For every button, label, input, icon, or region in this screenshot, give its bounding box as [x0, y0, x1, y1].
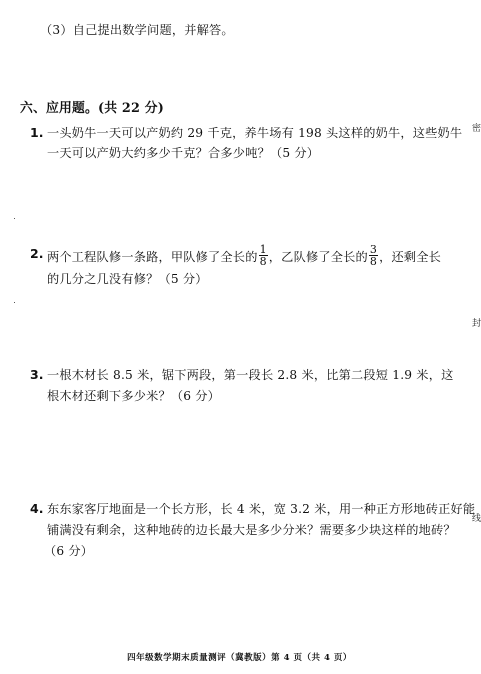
- question-2-line-1: [47, 243, 442, 269]
- question-3-number: 3.: [30, 367, 44, 382]
- margin-mark-seal: 密: [472, 124, 481, 134]
- question-2-line-2: 的几分之几没有修？（5 分）: [47, 272, 208, 286]
- scan-speck: [14, 302, 15, 303]
- question-2-number: 2.: [30, 246, 44, 261]
- margin-mark-seal-2: 封: [472, 319, 481, 329]
- question-2-text-a: 两个工程队修一条路，甲队修了全长的: [47, 250, 258, 264]
- question-4-line-1: 东东家客厅地面是一个长方形，长 4 米，宽 3.2 米，用一种正方形地砖正好能: [47, 502, 476, 516]
- question-4-number: 4.: [30, 501, 44, 516]
- fraction-one-eighth: [259, 244, 268, 267]
- margin-mark-line: 线: [472, 514, 481, 524]
- fraction-three-eighths: [369, 244, 378, 267]
- fraction-2-denominator: 8: [369, 255, 378, 268]
- fraction-1-denominator: 8: [259, 255, 267, 268]
- question-3-line-2: 根木材还剩下多少米？（6 分）: [47, 389, 221, 403]
- question-2-text-c: ，还剩全长: [379, 250, 442, 264]
- question-3-line-1: 一根木材长 8.5 米，锯下两段，第一段长 2.8 米，比第二段短 1.9 米，这: [47, 368, 454, 382]
- prev-question-text: （3）自己提出数学问题，并解答。: [40, 23, 234, 37]
- question-4-line-3: （6 分）: [44, 544, 94, 558]
- question-4-line-2: 铺满没有剩余，这种地砖的边长最大是多少分米？需要多少块这样的地砖？: [47, 523, 456, 537]
- page-footer: 四年级数学期末质量测评（冀教版）第 4 页（共 4 页）: [127, 653, 352, 663]
- question-1-number: 1.: [30, 125, 44, 140]
- scan-speck: [14, 218, 15, 219]
- section-title: 六、应用题。(共 22 分): [20, 101, 165, 116]
- question-1-line-2: 一天可以产奶大约多少千克？合多少吨？（5 分）: [47, 146, 320, 160]
- fraction-2-numerator: 3: [369, 243, 378, 256]
- question-2-text-b: ，乙队修了全长的: [268, 250, 368, 264]
- question-1-line-1: 一头奶牛一天可以产奶约 29 千克，养牛场有 198 头这样的奶牛，这些奶牛: [47, 126, 463, 140]
- fraction-1-numerator: 1: [259, 243, 267, 256]
